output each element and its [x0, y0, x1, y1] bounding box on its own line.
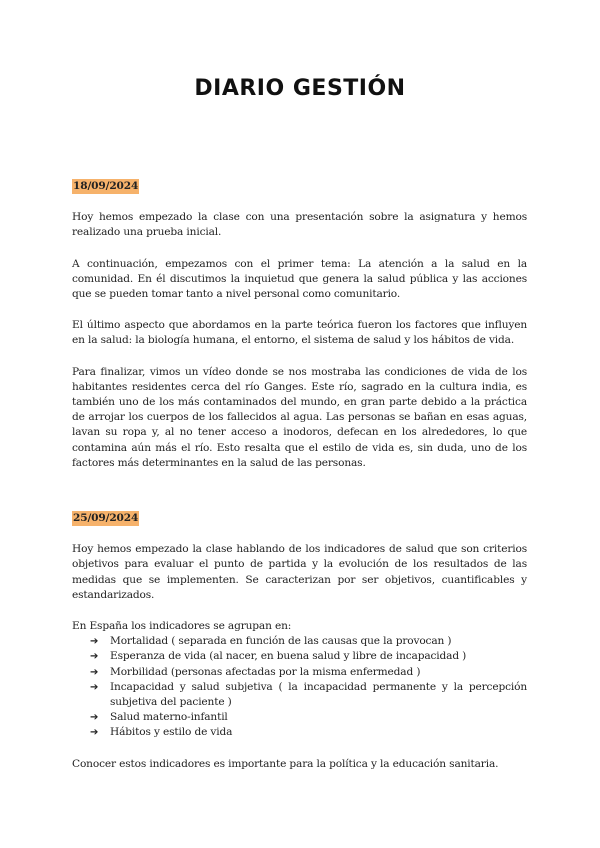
arrow-bullet-icon: ➔: [90, 727, 99, 739]
diary-entry: [72, 179, 527, 471]
list-item: [72, 665, 527, 680]
list-item-text: Morbilidad (personas afectadas por la misma enfermedad ): [110, 665, 421, 678]
diary-entry: [72, 511, 527, 772]
indicator-list: [72, 634, 527, 740]
list-item-text: Salud materno-infantil: [110, 711, 228, 724]
paragraph: Para finalizar, vimos un vídeo donde se nos mostraba las condiciones de vida de los habitantes residentes cerca del río Ganges. Este río, sagrado en la cultura india, es también uno de los más contaminados del mundo, en gran parte debido a la práctica de arrojar los cuerpos de los fallecidos al agua. Las personas se bañan en esas aguas, lavan su ropa y, al no tener acceso a inodoros, defecan en los alrededores, lo que contamina aún más el río. Esto resalta que el estilo de vida es, sin duda, uno de los factores más determinantes en la salud de las personas.: [72, 365, 527, 469]
paragraph: Hoy hemos empezado la clase hablando de los indicadores de salud que son criterios objetivos para evaluar el punto de partida y la evolución de los resultados de las medidas que se implementen. Se caracterizan por ser objetivos, cuantificables y estandarizados.: [72, 543, 527, 601]
list-item-text: Esperanza de vida (al nacer, en buena salud y libre de incapacidad ): [110, 650, 467, 663]
list-item-text: Mortalidad ( separada en función de las causas que la provocan ): [110, 635, 452, 648]
arrow-bullet-icon: ➔: [90, 636, 99, 648]
paragraph: El último aspecto que abordamos en la parte teórica fueron los factores que influyen en la salud: la biología humana, el entorno, el sistema de salud y los hábitos de vida.: [72, 319, 527, 347]
paragraph: Hoy hemos empezado la clase con una presentación sobre la asignatura y hemos realizado una prueba inicial.: [72, 211, 527, 239]
document-body: [72, 179, 527, 772]
entry-date: 25/09/2024: [72, 511, 139, 526]
entry-date: 18/09/2024: [72, 179, 139, 194]
arrow-bullet-icon: ➔: [90, 712, 99, 724]
list-intro: En España los indicadores se agrupan en:: [72, 620, 292, 633]
paragraph: A continuación, empezamos con el primer tema: La atención a la salud en la comunidad. En él discutimos la inquietud que genera la salud pública y las acciones que se pueden tomar tanto a nivel personal como comunitario.: [72, 257, 527, 301]
arrow-bullet-icon: ➔: [90, 666, 99, 678]
list-item-text: Incapacidad y salud subjetiva ( la incapacidad permanente y la percepción subjetiva del paciente ): [110, 680, 527, 709]
arrow-bullet-icon: ➔: [90, 651, 99, 663]
arrow-bullet-icon: ➔: [90, 681, 99, 693]
list-item: [72, 725, 527, 740]
closing-paragraph: Conocer estos indicadores es importante para la política y la educación sanitaria.: [72, 757, 499, 770]
list-item: [72, 634, 527, 649]
document-title: DIARIO GESTIÓN: [194, 76, 406, 101]
list-item: [72, 710, 527, 725]
list-item: [72, 649, 527, 664]
list-item-text: Hábitos y estilo de vida: [110, 726, 233, 739]
list-item: [72, 680, 527, 710]
